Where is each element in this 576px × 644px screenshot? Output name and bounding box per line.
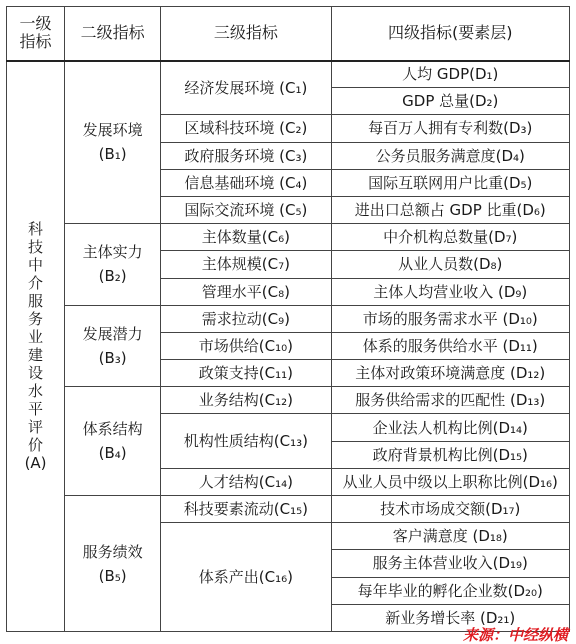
header-level2: 二级指标 bbox=[65, 7, 161, 61]
table-row bbox=[7, 387, 570, 414]
level4-indicator: 中介机构总数量(D₇) bbox=[331, 224, 569, 251]
level2-indicator bbox=[65, 224, 161, 306]
level4-indicator: 服务供给需求的匹配性 (D₁₃) bbox=[331, 387, 569, 414]
header-row bbox=[7, 7, 570, 61]
level4-indicator: 服务主体营业收入(D₁₉) bbox=[331, 550, 569, 577]
level2-name: 体系结构 bbox=[82, 420, 143, 439]
level3-indicator: 主体数量(C₆) bbox=[161, 224, 331, 251]
level3-indicator: 政府服务环境 (C₃) bbox=[161, 142, 331, 169]
level4-indicator: 公务员服务满意度(D₄) bbox=[331, 142, 569, 169]
level4-indicator: 主体人均营业收入 (D₉) bbox=[331, 278, 569, 305]
level2-name: 发展潜力 bbox=[82, 324, 143, 343]
level4-indicator: 人均 GDP(D₁) bbox=[331, 61, 569, 88]
level2-code: (B₁) bbox=[98, 145, 127, 164]
level4-indicator: 新业务增长率 (D₂₁) bbox=[331, 604, 569, 631]
level2-name: 主体实力 bbox=[82, 243, 143, 262]
level4-indicator: 从业人员数(D₈) bbox=[331, 251, 569, 278]
level1-code: (A) bbox=[24, 454, 47, 473]
level2-code: (B₃) bbox=[98, 348, 127, 367]
level4-indicator: 技术市场成交额(D₁₇) bbox=[331, 496, 569, 523]
level2-indicator bbox=[65, 305, 161, 387]
level1-indicator bbox=[7, 61, 65, 632]
level4-indicator: GDP 总量(D₂) bbox=[331, 88, 569, 115]
level4-indicator: 每年毕业的孵化企业数(D₂₀) bbox=[331, 577, 569, 604]
level3-indicator: 主体规模(C₇) bbox=[161, 251, 331, 278]
level3-indicator: 科技要素流动(C₁₅) bbox=[161, 496, 331, 523]
level4-indicator: 客户满意度 (D₁₈) bbox=[331, 523, 569, 550]
level2-indicator bbox=[65, 387, 161, 496]
level4-indicator: 市场的服务需求水平 (D₁₀) bbox=[331, 305, 569, 332]
level4-indicator: 进出口总额占 GDP 比重(D₆) bbox=[331, 196, 569, 223]
indicator-table bbox=[6, 6, 570, 632]
level4-indicator: 政府背景机构比例(D₁₅) bbox=[331, 441, 569, 468]
level3-indicator: 管理水平(C₈) bbox=[161, 278, 331, 305]
header-level1: 一级 指标 bbox=[7, 7, 65, 61]
level3-indicator: 业务结构(C₁₂) bbox=[161, 387, 331, 414]
level4-indicator: 主体对政策环境满意度 (D₁₂) bbox=[331, 360, 569, 387]
level2-name: 发展环境 bbox=[82, 121, 143, 140]
table-row bbox=[7, 305, 570, 332]
level4-indicator: 体系的服务供给水平 (D₁₁) bbox=[331, 332, 569, 359]
level2-code: (B₂) bbox=[98, 267, 127, 286]
level2-indicator bbox=[65, 61, 161, 224]
level4-indicator: 国际互联网用户比重(D₅) bbox=[331, 169, 569, 196]
level3-indicator: 政策支持(C₁₁) bbox=[161, 360, 331, 387]
level2-indicator bbox=[65, 496, 161, 632]
header-level4: 四级指标(要素层) bbox=[331, 7, 569, 61]
level3-indicator: 国际交流环境 (C₅) bbox=[161, 196, 331, 223]
level3-indicator: 机构性质结构(C₁₃) bbox=[161, 414, 331, 468]
level3-indicator: 经济发展环境 (C₁) bbox=[161, 61, 331, 115]
level3-indicator: 人才结构(C₁₄) bbox=[161, 468, 331, 495]
level3-indicator: 信息基础环境 (C₄) bbox=[161, 169, 331, 196]
level3-indicator: 需求拉动(C₉) bbox=[161, 305, 331, 332]
table-row bbox=[7, 224, 570, 251]
level4-indicator: 企业法人机构比例(D₁₄) bbox=[331, 414, 569, 441]
level1-name: 科 技 中 介 服 务 业 建 设 水 平 评 价 bbox=[28, 220, 44, 455]
level3-indicator: 体系产出(C₁₆) bbox=[161, 523, 331, 632]
header-level3: 三级指标 bbox=[161, 7, 331, 61]
level4-indicator: 每百万人拥有专利数(D₃) bbox=[331, 115, 569, 142]
table-row bbox=[7, 496, 570, 523]
level2-name: 服务绩效 bbox=[82, 542, 143, 561]
level3-indicator: 区域科技环境 (C₂) bbox=[161, 115, 331, 142]
indicator-body bbox=[7, 61, 570, 632]
table-row bbox=[7, 61, 570, 88]
level4-indicator: 从业人员中级以上职称比例(D₁₆) bbox=[331, 468, 569, 495]
level2-code: (B₄) bbox=[98, 444, 127, 463]
source-label: 来源：中经纵横 bbox=[462, 626, 568, 644]
level2-code: (B₅) bbox=[98, 566, 127, 585]
level3-indicator: 市场供给(C₁₀) bbox=[161, 332, 331, 359]
